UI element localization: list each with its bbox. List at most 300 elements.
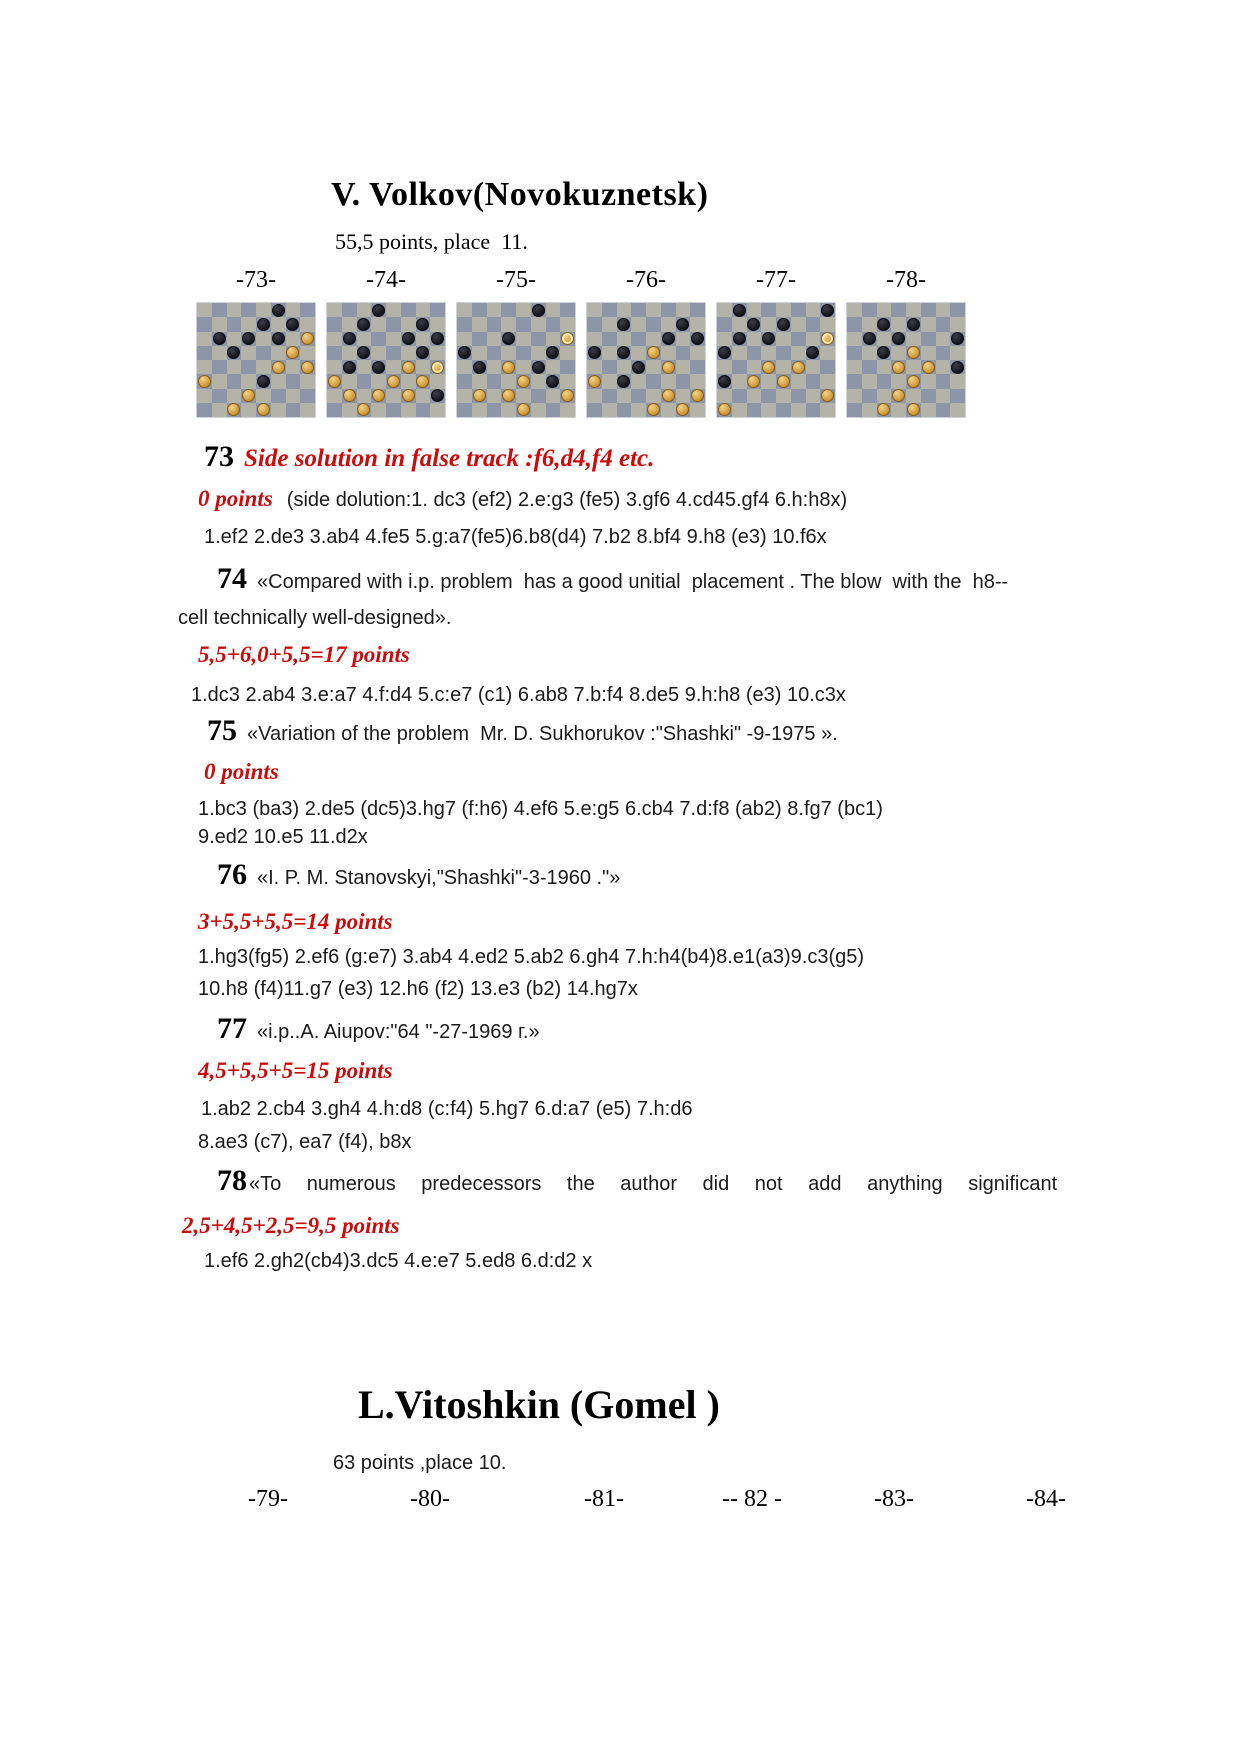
board-square	[806, 332, 821, 346]
board-square	[371, 389, 386, 403]
board-square	[300, 332, 315, 346]
board-square	[747, 317, 762, 331]
board-square	[401, 332, 416, 346]
black-piece	[907, 318, 920, 331]
problem-number: 74	[217, 562, 247, 595]
board-square	[776, 360, 791, 374]
problem-quote: «To numerous predecessors the author did not add anything significant	[249, 1173, 1058, 1195]
board-square	[587, 303, 602, 317]
board-square	[487, 303, 502, 317]
problem-quote: «I. P. M. Stanovskyi,"Shashki"-3-1960 ."»	[257, 867, 621, 889]
board-square	[602, 374, 617, 388]
board-square	[820, 303, 835, 317]
black-piece	[617, 318, 630, 331]
problem-number: 76	[217, 858, 247, 891]
board-square	[531, 332, 546, 346]
white-piece	[747, 375, 760, 388]
board-square	[646, 389, 661, 403]
board-square	[430, 303, 445, 317]
board-square	[587, 346, 602, 360]
board-square	[717, 346, 732, 360]
board-square	[587, 317, 602, 331]
white-piece	[198, 375, 211, 388]
board-square	[212, 303, 227, 317]
board-square	[732, 317, 747, 331]
board-square	[661, 332, 676, 346]
board-square	[560, 360, 575, 374]
black-piece	[777, 318, 790, 331]
board-square	[950, 389, 965, 403]
board-square	[457, 332, 472, 346]
board-square	[877, 403, 892, 417]
white-piece	[907, 403, 920, 416]
black-piece	[416, 346, 429, 359]
board-square	[732, 360, 747, 374]
board-square	[747, 360, 762, 374]
board-square	[472, 360, 487, 374]
board-square	[472, 403, 487, 417]
board-square	[457, 389, 472, 403]
board-square	[286, 317, 301, 331]
board-square	[906, 360, 921, 374]
board-square	[386, 360, 401, 374]
board-square	[717, 374, 732, 388]
diagram-label-78: -78-	[886, 267, 926, 293]
board-square	[906, 374, 921, 388]
board-square	[227, 403, 242, 417]
board-square	[516, 403, 531, 417]
board-square	[646, 303, 661, 317]
board-square	[357, 374, 372, 388]
board-square	[776, 346, 791, 360]
board-square	[862, 303, 877, 317]
board-square	[717, 332, 732, 346]
board-square	[617, 303, 632, 317]
black-piece	[877, 346, 890, 359]
board-square	[401, 360, 416, 374]
board-square	[256, 374, 271, 388]
board-square	[516, 389, 531, 403]
board-square	[862, 360, 877, 374]
black-piece	[372, 304, 385, 317]
board-square	[197, 389, 212, 403]
board-square	[717, 360, 732, 374]
board-square	[747, 403, 762, 417]
diagram-label-73: -73-	[236, 267, 276, 293]
board-square	[546, 374, 561, 388]
problem-77-solution-2: 8.ae3 (c7), ea7 (f4), b8x	[198, 1131, 412, 1153]
board-square	[676, 374, 691, 388]
board-square	[241, 303, 256, 317]
board-square	[457, 303, 472, 317]
board-square	[501, 332, 516, 346]
problem-75-solution-2: 9.ed2 10.e5 11.d2x	[198, 826, 368, 848]
board-square	[430, 346, 445, 360]
board-square	[877, 389, 892, 403]
board-square	[271, 360, 286, 374]
board-square	[430, 374, 445, 388]
board-square	[357, 360, 372, 374]
board-square	[791, 374, 806, 388]
board-square	[791, 303, 806, 317]
problem-75-heading	[207, 714, 838, 748]
board-square	[950, 346, 965, 360]
board-square	[776, 303, 791, 317]
board-square	[416, 403, 431, 417]
board-square	[891, 317, 906, 331]
board-square	[661, 374, 676, 388]
board-square	[241, 332, 256, 346]
problem-number: 75	[207, 714, 237, 747]
board-square	[631, 374, 646, 388]
black-piece	[877, 318, 890, 331]
board-square	[717, 303, 732, 317]
board-square	[271, 389, 286, 403]
board-square	[546, 332, 561, 346]
board-square	[661, 403, 676, 417]
board-square	[690, 317, 705, 331]
section-title-volkov: V. Volkov(Novokuznetsk)	[331, 176, 709, 213]
board-square	[791, 346, 806, 360]
problem-73-heading	[204, 440, 654, 474]
white-piece	[402, 361, 415, 374]
board-square	[342, 303, 357, 317]
black-piece	[532, 361, 545, 374]
board-square	[776, 332, 791, 346]
board-square	[501, 303, 516, 317]
board-square	[386, 332, 401, 346]
board-square	[602, 303, 617, 317]
points-value: 0 points	[204, 759, 279, 784]
white-king-piece	[561, 332, 574, 345]
white-piece	[777, 375, 790, 388]
board-square	[472, 303, 487, 317]
board-square	[862, 346, 877, 360]
board-square	[197, 332, 212, 346]
black-piece	[357, 346, 370, 359]
problem-number: 78	[217, 1164, 247, 1197]
black-piece	[617, 346, 630, 359]
board-square	[602, 360, 617, 374]
black-piece	[431, 332, 444, 345]
board-square	[560, 332, 575, 346]
white-king-piece	[431, 361, 444, 374]
board-square	[847, 317, 862, 331]
board-square	[631, 403, 646, 417]
problem-76-points	[198, 909, 393, 935]
white-piece	[502, 361, 515, 374]
board-square	[732, 346, 747, 360]
board-square	[761, 303, 776, 317]
board-square	[661, 303, 676, 317]
board-square	[950, 332, 965, 346]
board-square	[906, 389, 921, 403]
black-piece	[242, 332, 255, 345]
board-square	[271, 332, 286, 346]
white-piece	[257, 403, 270, 416]
board-square	[617, 360, 632, 374]
board-square	[256, 360, 271, 374]
board-square	[791, 317, 806, 331]
board-square	[286, 403, 301, 417]
board-square	[516, 346, 531, 360]
board-square	[761, 317, 776, 331]
white-piece	[647, 346, 660, 359]
diagram-label-74: -74-	[366, 267, 406, 293]
board-square	[516, 374, 531, 388]
board-square	[676, 346, 691, 360]
board-square	[847, 374, 862, 388]
board-square	[676, 303, 691, 317]
board-square	[300, 374, 315, 388]
board-square	[906, 403, 921, 417]
board-square	[690, 346, 705, 360]
black-piece	[691, 332, 704, 345]
board-square	[862, 332, 877, 346]
board-square	[327, 303, 342, 317]
board-square	[386, 403, 401, 417]
board-square	[197, 303, 212, 317]
white-piece	[272, 361, 285, 374]
board-square	[891, 346, 906, 360]
problem-note: Side solution in false track :f6,d4,f4 etc.	[244, 445, 655, 472]
black-piece	[272, 332, 285, 345]
board-square	[646, 317, 661, 331]
board-square	[256, 303, 271, 317]
white-piece	[517, 403, 530, 416]
board-square	[936, 346, 951, 360]
board-square	[212, 317, 227, 331]
board-square	[936, 389, 951, 403]
board-square	[286, 389, 301, 403]
board-square	[501, 360, 516, 374]
board-square	[690, 389, 705, 403]
board-square	[921, 303, 936, 317]
white-piece	[561, 389, 574, 402]
board-square	[241, 360, 256, 374]
board-square	[227, 332, 242, 346]
board-square	[371, 360, 386, 374]
board-square	[212, 403, 227, 417]
board-square	[676, 332, 691, 346]
board-square	[472, 374, 487, 388]
board-square	[227, 389, 242, 403]
board-square	[560, 303, 575, 317]
board-square	[747, 374, 762, 388]
section-subtitle-volkov: 55,5 points, place 11.	[335, 229, 528, 254]
board-square	[776, 317, 791, 331]
board-square	[921, 403, 936, 417]
board-square	[271, 374, 286, 388]
board-square	[877, 317, 892, 331]
board-square	[342, 389, 357, 403]
board-square	[256, 332, 271, 346]
board-square	[327, 346, 342, 360]
board-square	[936, 374, 951, 388]
board-square	[847, 346, 862, 360]
board-square	[820, 346, 835, 360]
board-square	[560, 346, 575, 360]
problem-74-heading	[217, 562, 1008, 596]
black-piece	[821, 304, 834, 317]
board-square	[747, 346, 762, 360]
board-square	[197, 346, 212, 360]
white-piece	[662, 361, 675, 374]
board-square	[516, 332, 531, 346]
diagram-label-80: -80-	[410, 1486, 450, 1512]
board-square	[386, 389, 401, 403]
board-square	[862, 389, 877, 403]
board-square	[690, 332, 705, 346]
board-square	[676, 403, 691, 417]
board-square	[921, 332, 936, 346]
board-square	[820, 360, 835, 374]
board-square	[371, 317, 386, 331]
black-piece	[546, 346, 559, 359]
black-piece	[257, 375, 270, 388]
board-square	[487, 346, 502, 360]
board-square	[531, 374, 546, 388]
board-square	[327, 374, 342, 388]
board-square	[197, 374, 212, 388]
board-square	[602, 389, 617, 403]
board-square	[761, 346, 776, 360]
board-square	[516, 360, 531, 374]
board-square	[487, 332, 502, 346]
board-square	[501, 346, 516, 360]
board-square	[560, 403, 575, 417]
board-square	[487, 403, 502, 417]
board-square	[877, 360, 892, 374]
black-piece	[416, 318, 429, 331]
black-piece	[718, 346, 731, 359]
board-square	[791, 360, 806, 374]
board-square	[457, 403, 472, 417]
board-square	[906, 332, 921, 346]
board-square	[732, 403, 747, 417]
board-square	[921, 360, 936, 374]
board-square	[661, 317, 676, 331]
board-square	[300, 360, 315, 374]
board-square	[416, 346, 431, 360]
black-piece	[473, 361, 486, 374]
board-square	[690, 360, 705, 374]
board-square	[806, 346, 821, 360]
black-piece	[343, 332, 356, 345]
board-square	[906, 317, 921, 331]
board-square	[546, 403, 561, 417]
board-square	[327, 332, 342, 346]
problem-78-solution: 1.ef6 2.gh2(cb4)3.dc5 4.e:e7 5.ed8 6.d:d2 x	[204, 1250, 593, 1272]
white-piece	[473, 389, 486, 402]
board-square	[501, 403, 516, 417]
white-piece	[792, 361, 805, 374]
board-square	[416, 389, 431, 403]
board-square	[271, 346, 286, 360]
white-piece	[328, 375, 341, 388]
board-square	[936, 403, 951, 417]
problem-77-heading	[217, 1012, 540, 1046]
board-square	[457, 317, 472, 331]
board-square	[847, 389, 862, 403]
board-square	[371, 303, 386, 317]
white-piece	[416, 375, 429, 388]
black-piece	[718, 375, 731, 388]
board-square	[300, 346, 315, 360]
board-square	[241, 389, 256, 403]
board-square	[342, 403, 357, 417]
board-square	[617, 332, 632, 346]
white-piece	[357, 403, 370, 416]
board-square	[791, 332, 806, 346]
diagram-label-83: -83-	[874, 1486, 914, 1512]
board-square	[862, 317, 877, 331]
board-square	[227, 360, 242, 374]
board-square	[646, 374, 661, 388]
board-square	[891, 332, 906, 346]
board-square	[546, 360, 561, 374]
board-square	[546, 303, 561, 317]
diagram-label-75: -75-	[496, 267, 536, 293]
board-square	[820, 317, 835, 331]
points-value: 4,5+5,5+5=15 points	[198, 1058, 393, 1083]
board-square	[457, 360, 472, 374]
diagram-label-76: -76-	[626, 267, 666, 293]
board-square	[401, 303, 416, 317]
board-square	[847, 360, 862, 374]
white-piece	[821, 389, 834, 402]
problem-76-solution-1: 1.hg3(fg5) 2.ef6 (g:e7) 3.ab4 4.ed2 5.ab2 6.gh4 7.h:h4(b4)8.e1(a3)9.c3(g5)	[198, 946, 865, 968]
board-square	[300, 389, 315, 403]
board-square	[197, 360, 212, 374]
board-square	[531, 317, 546, 331]
board-square	[416, 360, 431, 374]
points-value: 2,5+4,5+2,5=9,5 points	[182, 1213, 400, 1238]
board-square	[936, 332, 951, 346]
black-piece	[343, 361, 356, 374]
board-square	[806, 303, 821, 317]
board-square	[516, 317, 531, 331]
board-square	[472, 389, 487, 403]
board-square	[241, 374, 256, 388]
board-square	[862, 374, 877, 388]
board-square	[631, 332, 646, 346]
board-square	[531, 303, 546, 317]
problem-quote: «Compared with i.p. problem has a good unitial placement . The blow with the h8--	[257, 571, 1009, 593]
board-square	[487, 360, 502, 374]
board-square	[602, 346, 617, 360]
board-square	[227, 317, 242, 331]
board-square	[732, 389, 747, 403]
board-square	[732, 303, 747, 317]
board-square	[761, 403, 776, 417]
white-piece	[718, 403, 731, 416]
board-square	[327, 389, 342, 403]
checkers-board-75	[457, 303, 575, 417]
board-square	[776, 403, 791, 417]
board-square	[587, 389, 602, 403]
board-square	[560, 317, 575, 331]
black-piece	[286, 318, 299, 331]
board-square	[877, 346, 892, 360]
board-square	[891, 303, 906, 317]
board-square	[921, 374, 936, 388]
board-square	[560, 374, 575, 388]
board-square	[690, 403, 705, 417]
white-piece	[922, 361, 935, 374]
checkers-board-74	[327, 303, 445, 417]
problem-number: 77	[217, 1012, 247, 1045]
